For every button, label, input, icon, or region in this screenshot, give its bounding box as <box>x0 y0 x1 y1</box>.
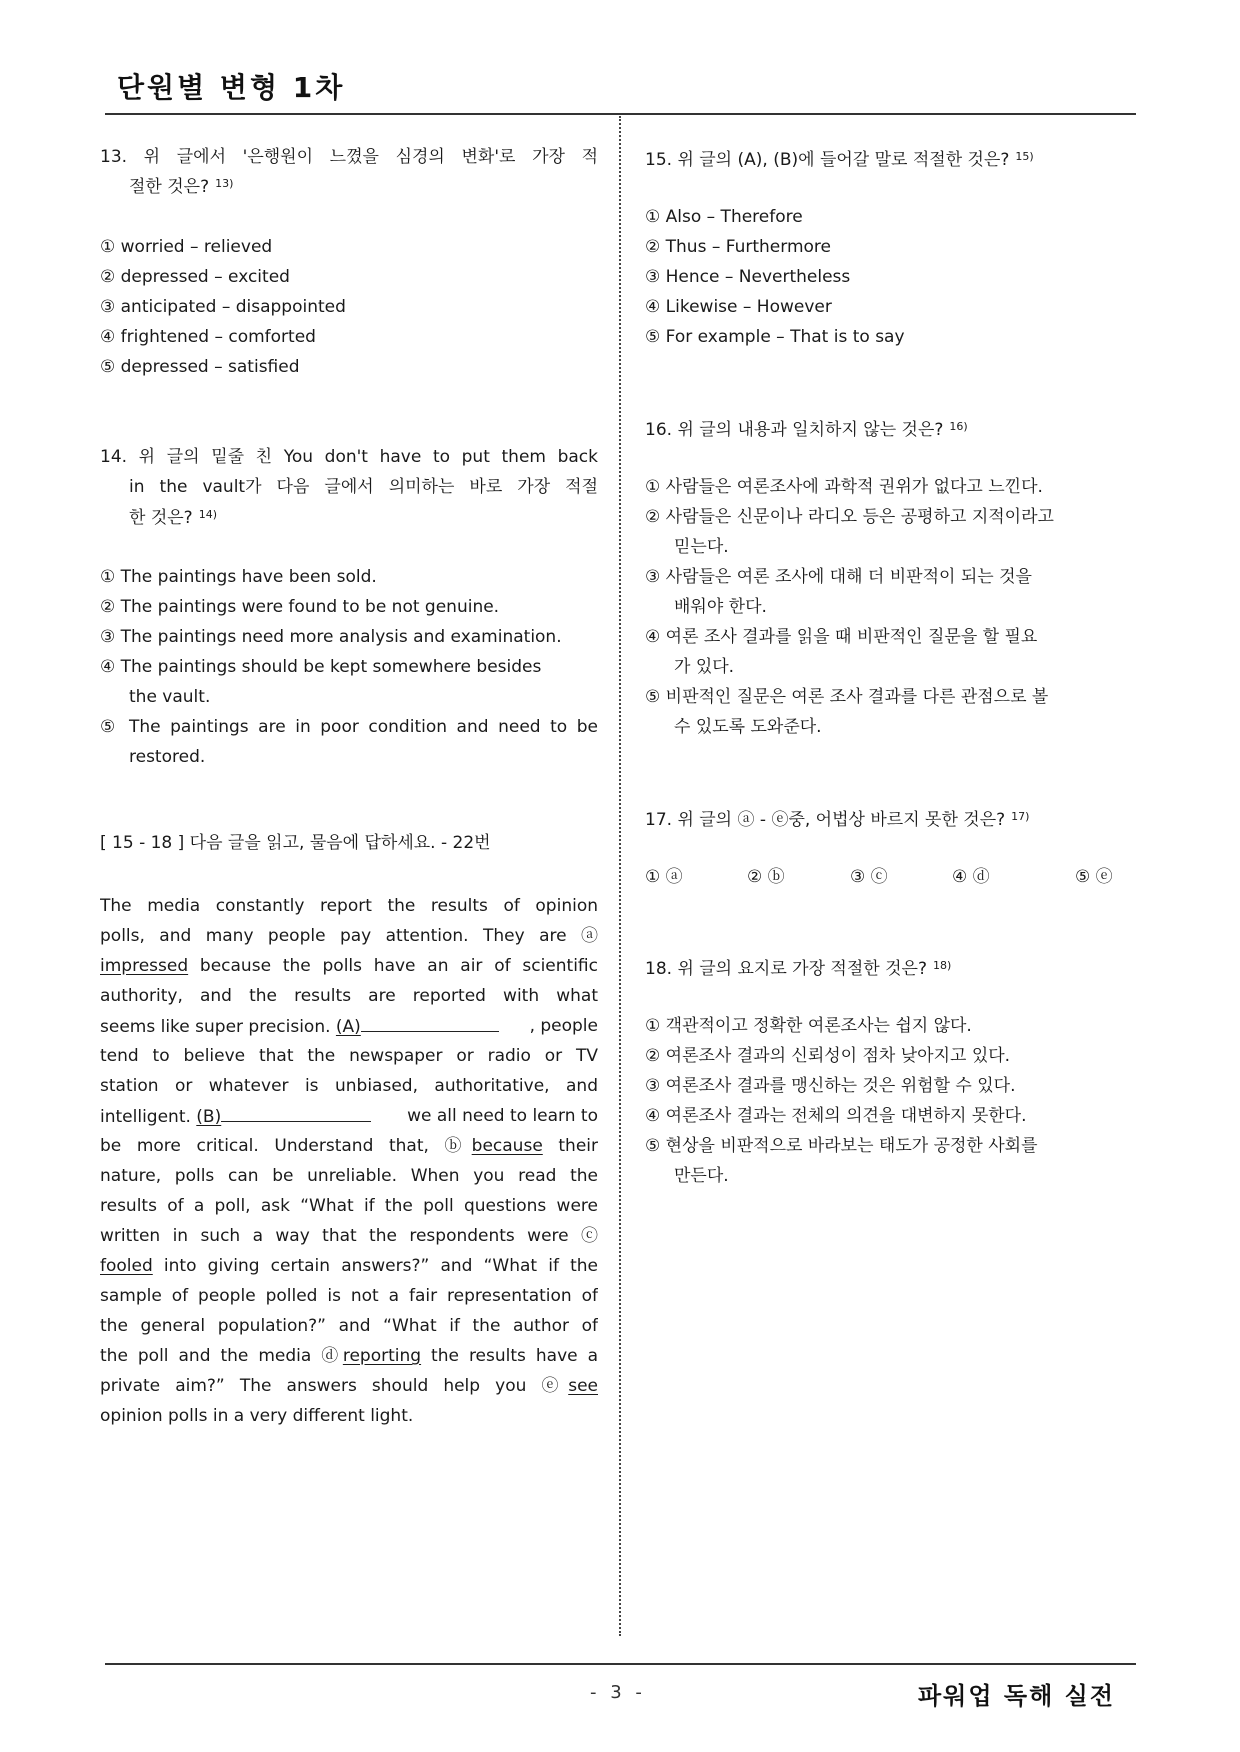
answer-option-1[interactable]: ① 사람들은 여론조사에 과학적 권위가 없다고 느낀다. <box>645 477 1043 497</box>
answer-option-5[interactable]: ⑤ 현상을 비판적으로 바라보는 태도가 공정한 사회를 <box>645 1136 1038 1156</box>
question-stem-cont: 절한 것은? $^{13)}$ <box>129 177 234 197</box>
passage-line: The media constantly report the results of opinion <box>100 896 598 916</box>
passage-line: opinion polls in a very different light. <box>100 1406 414 1426</box>
answer-option-4[interactable]: ④ 여론 조사 결과를 읽을 때 비판적인 질문을 할 필요 <box>645 627 1038 647</box>
answer-option-5[interactable]: ⑤ The paintings are in poor condition and need to be <box>100 717 598 737</box>
answer-option-2[interactable]: ② Thus – Furthermore <box>645 237 831 257</box>
passage-line: fooled into giving certain answers?” and “What if the <box>100 1256 598 1276</box>
answer-option-5-cont: 수 있도록 도와준다. <box>674 717 822 737</box>
answer-option-1[interactable]: ① The paintings have been sold. <box>100 567 377 587</box>
footnote-ref: 13) <box>215 177 234 190</box>
passage-line: the poll and the media ⓓreporting the results have a <box>100 1346 598 1366</box>
answer-option-5[interactable]: ⑤ For example – That is to say <box>645 327 905 347</box>
marker-a: ⓐ <box>581 926 598 946</box>
blank-b[interactable] <box>221 1105 371 1122</box>
answer-option-4-cont: the vault. <box>129 687 211 707</box>
header-rule <box>105 113 1136 115</box>
answer-option-1[interactable]: ① Also – Therefore <box>645 207 803 227</box>
column-divider <box>619 116 621 1636</box>
blank-a[interactable] <box>361 1015 499 1032</box>
underlined-reporting: reporting <box>342 1346 422 1366</box>
answer-option-2[interactable]: ② ⓑ <box>747 867 785 887</box>
question-stem: 16. 위 글의 내용과 일치하지 않는 것은? $^{16)}$ <box>645 420 968 440</box>
passage-line: station or whatever is unbiased, authoritative, and <box>100 1076 598 1096</box>
underlined-see: see <box>568 1376 598 1396</box>
passage-line: written in such a way that the respondents were ⓒ <box>100 1226 598 1246</box>
blank-a-label: (A) <box>335 1017 361 1037</box>
page-number: - 3 - <box>590 1682 646 1703</box>
passage-line: private aim?” The answers should help you ⓔsee <box>100 1376 598 1396</box>
underlined-because: because <box>471 1136 543 1156</box>
blank-b-label: (B) <box>196 1107 222 1127</box>
underlined-fooled: fooled <box>100 1256 153 1276</box>
answer-option-4[interactable]: ④ ⓓ <box>952 867 990 887</box>
answer-option-4-cont: 가 있다. <box>674 657 735 677</box>
passage-line: results of a poll, ask “What if the poll questions were <box>100 1196 598 1216</box>
footer-brand: 파워업 독해 실전 <box>918 1682 1115 1710</box>
answer-option-3[interactable]: ③ 여론조사 결과를 맹신하는 것은 위험할 수 있다. <box>645 1076 1016 1096</box>
question-stem: 15. 위 글의 (A), (B)에 들어갈 말로 적절한 것은? $^{15)}$ <box>645 150 1034 170</box>
passage-line: impressed because the polls have an air of scientific <box>100 956 598 976</box>
answer-option-4[interactable]: ④ frightened – comforted <box>100 327 316 347</box>
question-stem: 14. 위 글의 밑줄 친 You don't have to put them back <box>100 447 598 467</box>
answer-option-2[interactable]: ② depressed – excited <box>100 267 290 287</box>
question-stem: 17. 위 글의 ⓐ - ⓔ중, 어법상 바르지 못한 것은? $^{17)}$ <box>645 810 1030 830</box>
passage-line: tend to believe that the newspaper or radio or TV <box>100 1046 598 1066</box>
question-stem-cont: 한 것은? $^{14)}$ <box>129 508 217 528</box>
footnote-ref: 16) <box>949 420 968 433</box>
passage-line: the general population?” and “What if the author of <box>100 1316 598 1336</box>
answer-option-3[interactable]: ③ Hence – Nevertheless <box>645 267 851 287</box>
answer-option-1[interactable]: ① 객관적이고 정확한 여론조사는 쉽지 않다. <box>645 1016 972 1036</box>
answer-option-4[interactable]: ④ Likewise – However <box>645 297 832 317</box>
answer-option-5-cont: 만든다. <box>674 1166 729 1186</box>
underlined-impressed: impressed <box>100 956 189 976</box>
footnote-ref: 15) <box>1015 150 1034 163</box>
answer-option-3[interactable]: ③ The paintings need more analysis and examination. <box>100 627 562 647</box>
answer-option-1[interactable]: ① worried – relieved <box>100 237 273 257</box>
answer-option-5[interactable]: ⑤ depressed – satisfied <box>100 357 300 377</box>
answer-option-2[interactable]: ② 여론조사 결과의 신뢰성이 점차 낮아지고 있다. <box>645 1046 1011 1066</box>
question-stem: 13. 위 글에서 '은행원이 느꼈을 심경의 변화'로 가장 적 <box>100 147 598 167</box>
passage-line: sample of people polled is not a fair representation of <box>100 1286 598 1306</box>
question-stem: 18. 위 글의 요지로 가장 적절한 것은? $^{18)}$ <box>645 959 952 979</box>
page-title: 단원별 변형 1차 <box>117 71 346 104</box>
answer-option-2[interactable]: ② The paintings were found to be not genuine. <box>100 597 500 617</box>
answer-option-3[interactable]: ③ 사람들은 여론 조사에 대해 더 비판적이 되는 것을 <box>645 567 1032 587</box>
answer-option-3[interactable]: ③ ⓒ <box>850 867 888 887</box>
answer-option-3-cont: 배워야 한다. <box>674 597 767 617</box>
passage-line: seems like super precision. (A) , people <box>100 1016 598 1037</box>
passage-line: intelligent. (B) we all need to learn to <box>100 1106 598 1127</box>
answer-option-4[interactable]: ④ 여론조사 결과는 전체의 의견을 대변하지 못한다. <box>645 1106 1027 1126</box>
footer-rule <box>105 1663 1136 1665</box>
answer-option-1[interactable]: ① ⓐ <box>645 867 683 887</box>
passage-instruction: [ 15 - 18 ] 다음 글을 읽고, 물음에 답하세요. - 22번 <box>100 833 491 853</box>
answer-option-3[interactable]: ③ anticipated – disappointed <box>100 297 346 317</box>
answer-options-row <box>645 866 1133 888</box>
answer-option-5[interactable]: ⑤ ⓔ <box>1075 867 1113 887</box>
answer-option-2[interactable]: ② 사람들은 신문이나 라디오 등은 공평하고 지적이라고 <box>645 507 1054 527</box>
answer-option-4[interactable]: ④ The paintings should be kept somewhere besides <box>100 657 542 677</box>
passage-line: nature, polls can be unreliable. When you read the <box>100 1166 598 1186</box>
passage-line: authority, and the results are reported with what <box>100 986 598 1006</box>
answer-option-2-cont: 믿는다. <box>674 537 729 557</box>
answer-option-5-cont: restored. <box>129 747 206 767</box>
footnote-ref: 18) <box>932 959 952 972</box>
passage-line: be more critical. Understand that, ⓑbecause their <box>100 1136 598 1156</box>
passage-line: polls, and many people pay attention. They are ⓐ <box>100 926 598 946</box>
question-stem-cont: in the vault가 다음 글에서 의미하는 바로 가장 적절 <box>129 477 598 497</box>
footnote-ref: 14) <box>198 508 217 521</box>
answer-option-5[interactable]: ⑤ 비판적인 질문은 여론 조사 결과를 다른 관점으로 볼 <box>645 687 1049 707</box>
footnote-ref: 17) <box>1011 810 1030 823</box>
